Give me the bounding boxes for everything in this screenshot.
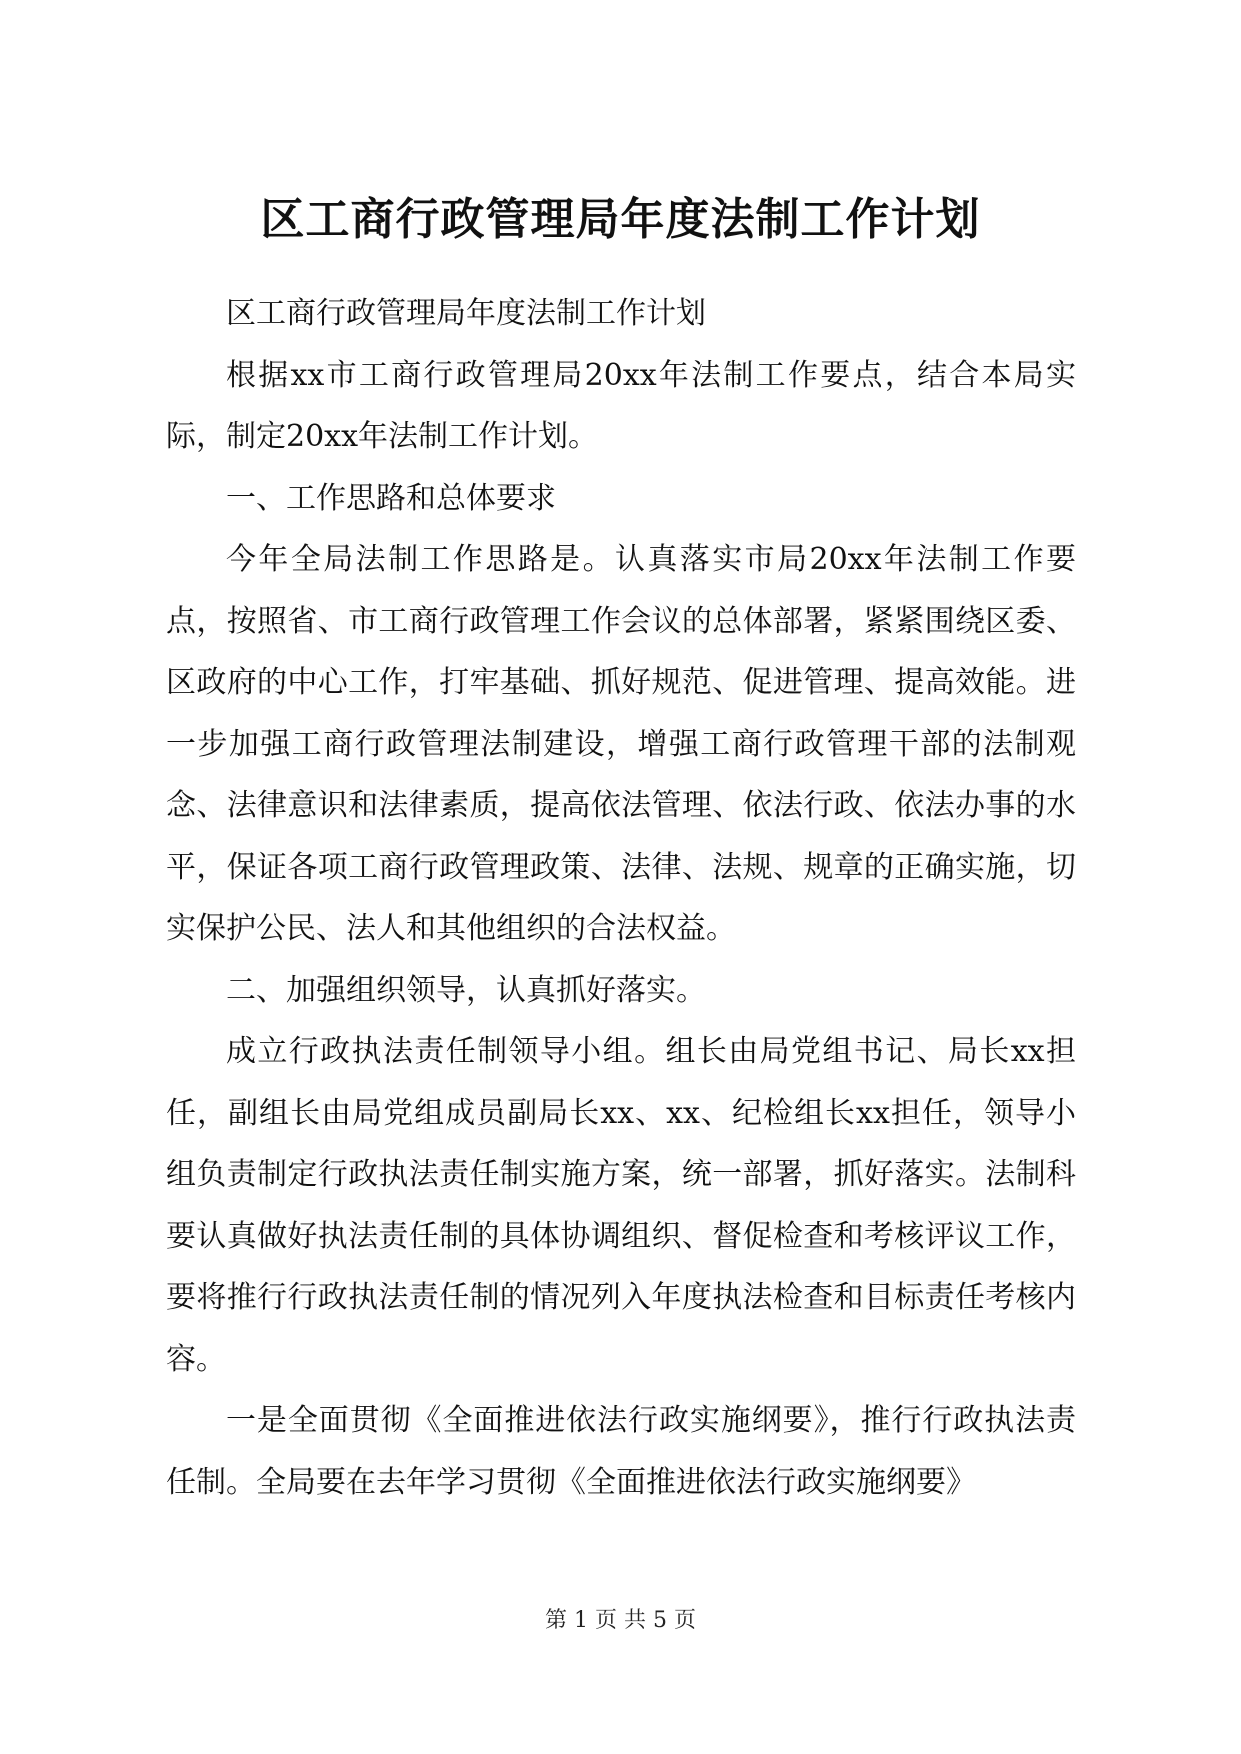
paragraph-leadership-group: 成立行政执法责任制领导小组。组长由局党组书记、局长xx担任，副组长由局党组成员副局长xx、xx、纪检组长xx担任，领导小组负责制定行政执法责任制实施方案，统一部署，抓好落实。法制科要认真做好执法责任制的具体协调组织、督促检查和考核评议工作，要将推行行政执法责任制的情况列入年度执法检查和目标责任考核内容。 <box>166 1034 1076 1377</box>
paragraph-work-approach: 今年全局法制工作思路是。认真落实市局20xx年法制工作要点，按照省、市工商行政管理工作会议的总体部署，紧紧围绕区委、区政府的中心工作，打牢基础、抓好规范、促进管理、提高效能。进一步加强工商行政管理法制建设，增强工商行政管理干部的法制观念、法律意识和法律素质，提高依法管理、依法行政、依法办事的水平，保证各项工商行政管理政策、法律、法规、规章的正确实施，切实保护公民、法人和其他组织的合法权益。 <box>166 542 1076 946</box>
paragraph-subtitle: 区工商行政管理局年度法制工作计划 <box>226 296 706 331</box>
paragraph-intro: 根据xx市工商行政管理局20xx年法制工作要点，结合本局实际，制定20xx年法制工作计划。 <box>166 357 1076 454</box>
document-body <box>166 283 1076 1513</box>
section-heading-1: 一、工作思路和总体要求 <box>226 480 556 516</box>
document-title: 区工商行政管理局年度法制工作计划 <box>260 194 981 245</box>
paragraph-point-one: 一是全面贯彻《全面推进依法行政实施纲要》，推行行政执法责任制。全局要在去年学习贯彻《全面推进依法行政实施纲要》 <box>166 1403 1076 1500</box>
section-heading-2: 二、加强组织领导，认真抓好落实。 <box>226 972 706 1008</box>
page-number-footer: 第 1 页 共 5 页 <box>545 1608 696 1633</box>
